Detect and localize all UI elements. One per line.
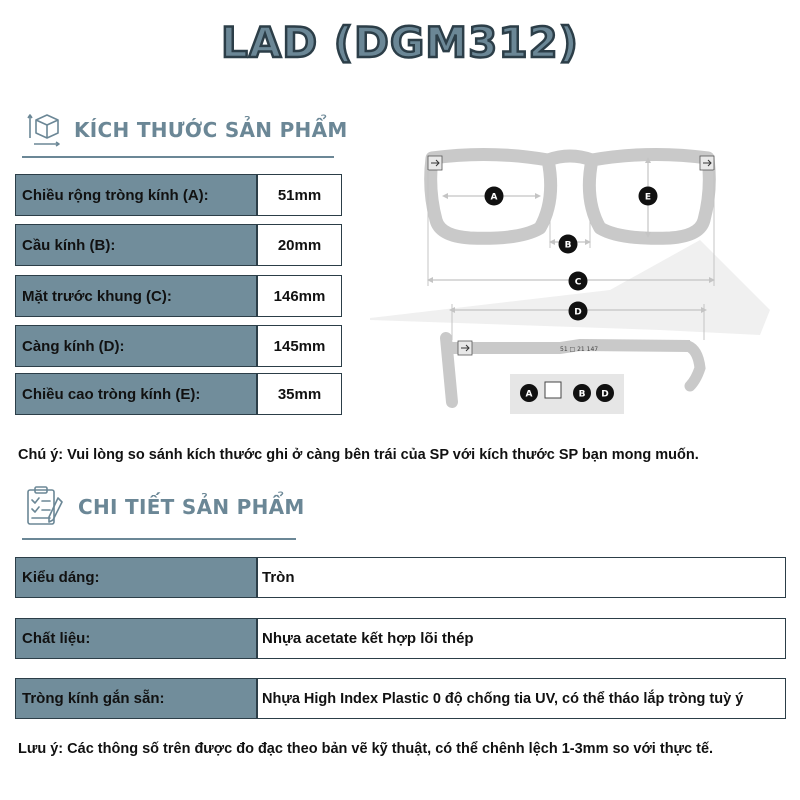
- legend-marker-b: [573, 384, 591, 402]
- glasses-dimension-diagram: [370, 140, 770, 420]
- detail-label: Chất liệu:: [15, 618, 257, 659]
- page-title: LAD (DGM312): [221, 18, 579, 67]
- marker-c: [569, 272, 588, 291]
- clipboard-pen-icon: [22, 484, 68, 530]
- detail-value: Nhựa acetate kết hợp lõi thép: [257, 618, 786, 659]
- temple-print: 51 □ 21 147: [560, 346, 599, 353]
- svg-text:D: D: [574, 307, 582, 318]
- size-value: 35mm: [257, 373, 342, 415]
- size-value: 51mm: [257, 174, 342, 216]
- legend-marker-d: [596, 384, 614, 402]
- size-value: 146mm: [257, 275, 342, 317]
- glasses-drawing: [370, 140, 770, 420]
- detail-row-material: [15, 618, 786, 659]
- detail-section-header: [22, 484, 305, 530]
- footer-note: Lưu ý: Các thông số trên được đo đạc theo bản vẽ kỹ thuật, có thể chênh lệch 1-3mm so với thực tế.: [18, 741, 714, 757]
- box-dimension-icon: [22, 108, 66, 152]
- size-note: Chú ý: Vui lòng so sánh kích thước ghi ở càng bên trái của SP với kích thước SP bạn mong muốn.: [18, 447, 699, 463]
- size-section-header: [22, 108, 348, 152]
- detail-value: Nhựa High Index Plastic 0 độ chống tia UV, có thể tháo lắp tròng tuỳ ý: [257, 678, 786, 719]
- size-label: Mặt trước khung (C):: [15, 275, 257, 317]
- svg-text:D: D: [601, 389, 609, 400]
- detail-row-style: [15, 557, 786, 598]
- detail-value: Tròn: [257, 557, 786, 598]
- size-section-heading: KÍCH THƯỚC SẢN PHẨM: [74, 118, 348, 142]
- marker-e: [639, 187, 658, 206]
- svg-text:B: B: [578, 389, 586, 400]
- size-label: Chiều rộng tròng kính (A):: [15, 174, 257, 216]
- size-row-b: [15, 224, 342, 266]
- size-value: 20mm: [257, 224, 342, 266]
- size-row-c: [15, 275, 342, 317]
- detail-row-lens: [15, 678, 786, 719]
- detail-label: Kiểu dáng:: [15, 557, 257, 598]
- size-row-e: [15, 373, 342, 415]
- legend-marker-a: [520, 384, 538, 402]
- size-section-divider: [22, 156, 334, 158]
- size-label: Cầu kính (B):: [15, 224, 257, 266]
- marker-d: [569, 302, 588, 321]
- marker-a: [485, 187, 504, 206]
- detail-section-heading: CHI TIẾT SẢN PHẨM: [78, 495, 305, 519]
- detail-section-divider: [22, 538, 296, 540]
- size-row-a: [15, 174, 342, 216]
- marker-b: [559, 235, 578, 254]
- size-label: Chiều cao tròng kính (E):: [15, 373, 257, 415]
- size-label: Càng kính (D):: [15, 325, 257, 367]
- svg-text:A: A: [490, 192, 498, 203]
- svg-text:C: C: [574, 277, 582, 288]
- size-value: 145mm: [257, 325, 342, 367]
- size-row-d: [15, 325, 342, 367]
- svg-text:B: B: [564, 240, 572, 251]
- svg-text:E: E: [644, 192, 652, 203]
- svg-text:A: A: [525, 389, 533, 400]
- detail-label: Tròng kính gắn sẵn:: [15, 678, 257, 719]
